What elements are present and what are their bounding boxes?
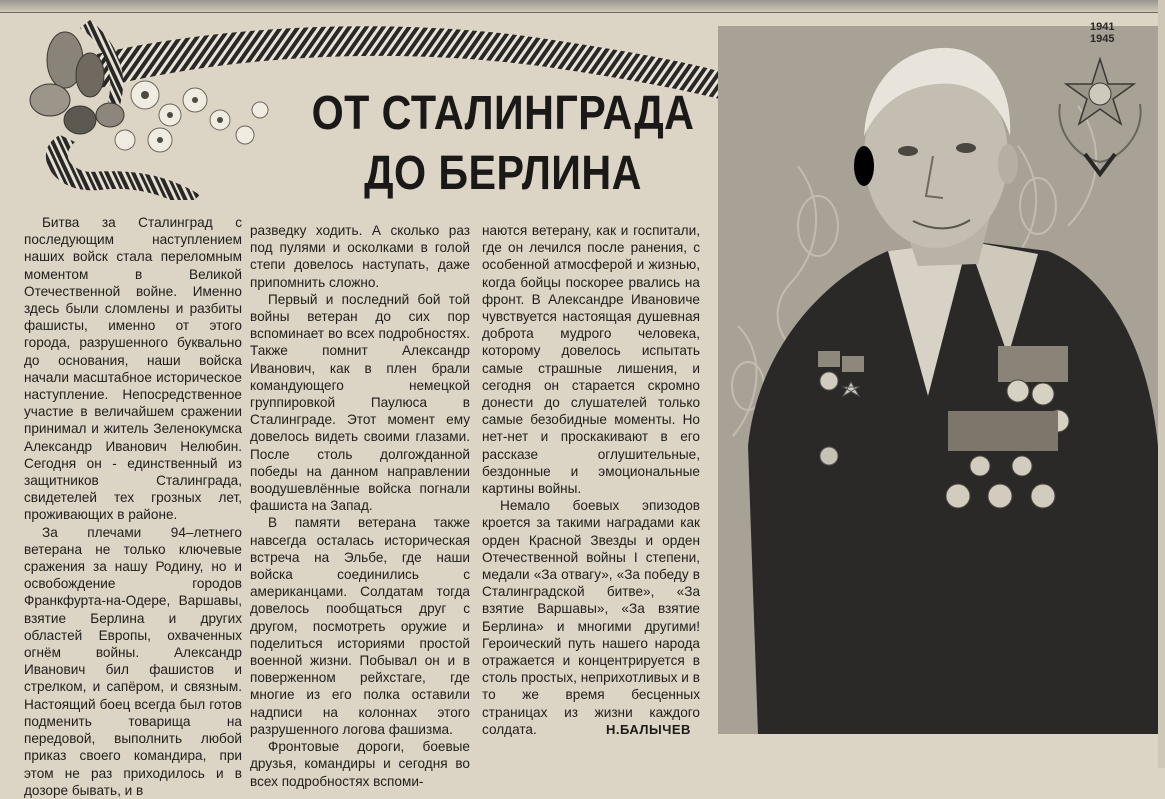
emblem-year-start: 1941	[1090, 21, 1115, 33]
flowers-decoration	[20, 20, 275, 200]
page-edge	[1158, 0, 1165, 768]
paragraph: Битва за Сталинград с последующим наступлением наших войск стала переломным моментом в Великой Отечественной войне. Именно здесь были сломлены и разбиты фашисты, именно от этого города, разрушенного буквально до основания, наши войска начали масштабное историческое наступление. Непосредственное участие в величайшем сражении принимал и житель Зеленокумска Александр Иванович Нелюбин. Сегодня он - единственный из защитников Сталинграда, свидетелей тех грозных лет, проживающих в районе.	[24, 215, 242, 523]
author-byline: Н.БАЛЫЧЕВ	[606, 722, 691, 737]
article-column-2	[250, 222, 470, 790]
article-column-3	[482, 222, 700, 738]
newspaper-top-band	[0, 0, 1165, 13]
paragraph: Первый и последний бой той войны ветеран до сих пор вспоминает во всех подробностях. Также помнит Александр Иванович, как в плен брали командующего немецкой группировкой Паулюса в Сталинграде. Этот момент ему довелось видеть своими глазами. После столь долгожданной победы на данном направлении воодушевлённые войска погнали фашиста на Запад.	[250, 291, 470, 514]
paragraph: наются ветерану, как и госпитали, где он лечился после ранения, с особенной атмосферой и жизнью, когда бойцы поскорее рвались на фронт. В Александре Ивановиче чувствуется настоящая душевная доброта мудрого человека, которому довелось испытать самые страшные лишения, и сегодня он старается скромно донести до слушателей только самые безобидные моменты. Но нет-нет и проскакивают в его рассказе оглушительные, бездонные и эмоциональные картины войны.	[482, 223, 700, 497]
emblem-year-end: 1945	[1090, 33, 1115, 45]
article-headline	[301, 84, 705, 204]
paragraph: В памяти ветерана также навсегда осталась историческая встреча на Эльбе, где наши войска соединились с американцами. Солдатам тогда довелось пообщаться друг с другом, посмотреть оружие и поделиться историями простой военной жизни. Побывал он и в поверженном рейхстаге, где многие из его полка оставили надписи на колоннах этого разрушенного логова фашизма.	[250, 515, 470, 737]
headline-line-2: ДО БЕРЛИНА	[364, 147, 642, 200]
paragraph: Немало боевых эпизодов кроется за такими наградами как орден Красной Звезды и орден Отечественной войны I степени, медали «За отвагу», «За победу в Сталинградской битве», «За взятие Варшавы», «За взятие Берлина» и многими другими! Героический путь нашего народа отражается и концентрируется в столь простых, неприхотливых и в то же время бесценных страницах из жизни каждого солдата.	[482, 498, 700, 737]
paragraph: разведку ходить. А сколько раз под пулями и осколками в голой степи довелось наступать, даже припомнить сложно.	[250, 223, 470, 290]
paragraph: Фронтовые дороги, боевые друзья, командиры и сегодня во всех подробностях вспоми-	[250, 739, 470, 789]
paragraph: За плечами 94–летнего ветерана не только ключевые сражения за нашу Родину, но и освобождение городов Франкфурта-на-Одере, Варшавы, взятие Берлина и других областей Европы, охваченных огнём войны. Александр Иванович бил фашистов и стрелком, и сапёром, и связным. Настоящий боец всегда был готов подменить товарища на передовой, выполнить любой приказ своего командира, при этом не раз приходилось и в дозоре бывать, и в	[24, 524, 242, 798]
headline-line-1: ОТ СТАЛИНГРАДА	[311, 87, 695, 140]
victory-order-emblem	[1040, 14, 1160, 184]
article-column-1	[24, 214, 242, 799]
